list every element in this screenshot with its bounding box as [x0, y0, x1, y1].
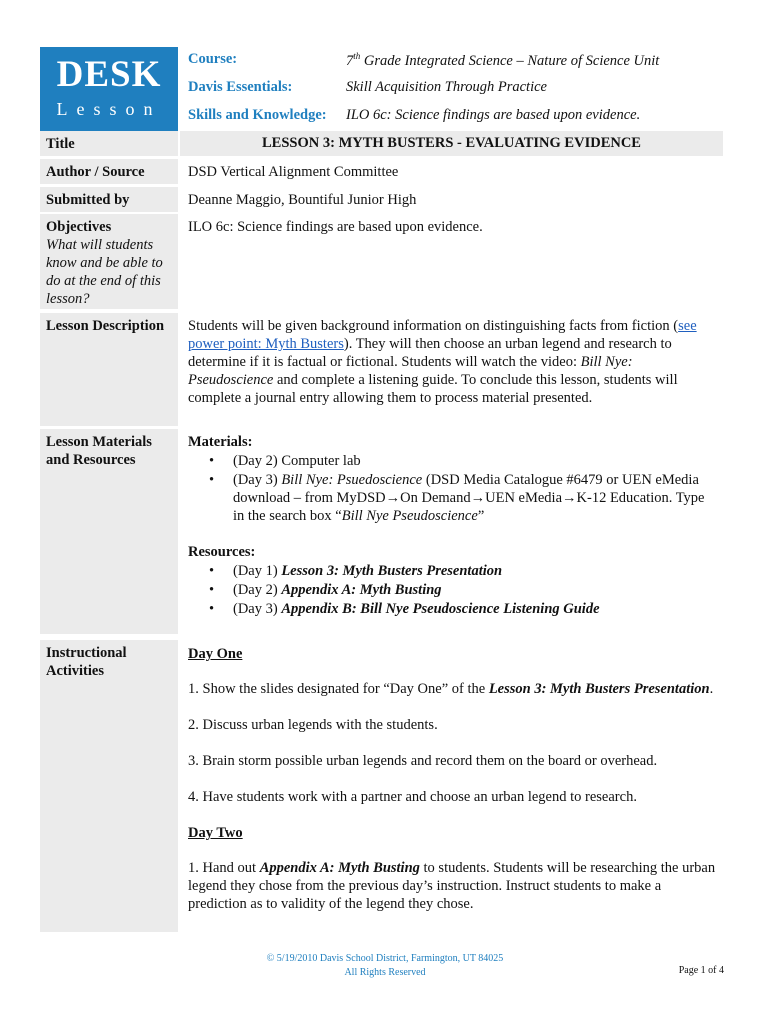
essentials-value: Skill Acquisition Through Practice	[346, 79, 547, 95]
step-5: 1. Hand out Appendix A: Myth Busting to students. Students will be researching the urban legend they chose from the previous day’s instruction. Instruct students to make a prediction as to validity of the legend they chose.	[188, 860, 716, 912]
resource-item-3: • (Day 3) Appendix B: Bill Nye Pseudoscience Listening Guide	[209, 601, 600, 617]
step-1: 1. Show the slides designated for “Day One” of the Lesson 3: Myth Busters Presentation.	[188, 681, 714, 697]
day-one-heading: Day One	[188, 646, 243, 662]
page-number: Page 1 of 4	[678, 965, 724, 976]
title-label: Title	[40, 131, 178, 156]
course-value: 7th Grade Integrated Science – Nature of Science Unit	[346, 51, 660, 69]
footer-copyright: © 5/19/2010 Davis School District, Farmington, UT 84025 All Rights Reserved	[266, 953, 504, 978]
logo-lesson-text: Lesson	[56, 99, 162, 119]
day-two-heading: Day Two	[188, 825, 243, 841]
materials-item-1: • (Day 2) Computer lab	[209, 453, 361, 469]
materials-label: Lesson Materials and Resources	[40, 429, 178, 634]
essentials-label: Davis Essentials:	[188, 79, 293, 95]
step-3: 3. Brain storm possible urban legends and record them on the board or overhead.	[188, 753, 658, 769]
logo-desk-text: DESK	[56, 54, 162, 95]
skills-value: ILO 6c: Science findings are based upon evidence.	[346, 107, 641, 123]
skills-label: Skills and Knowledge:	[188, 107, 327, 123]
resources-heading: Resources:	[188, 544, 256, 560]
instructional-activities	[188, 645, 718, 913]
resource-item-2: • (Day 2) Appendix A: Myth Busting	[209, 582, 442, 598]
title-bar	[180, 131, 723, 156]
step-2: 2. Discuss urban legends with the students.	[188, 717, 438, 733]
author-label: Author / Source	[40, 159, 178, 184]
submitted-label: Submitted by	[40, 187, 178, 212]
desk-lesson-logo	[40, 47, 178, 131]
objectives-value: ILO 6c: Science findings are based upon evidence.	[188, 219, 483, 235]
lesson-description: Students will be given background information on distinguishing facts from fiction (see power point: Myth Busters). They will then choose an urban legend and research to determine if it is factual or fictional. Students will watch the video: Bill Nye: Pseudoscience and complete a listening guide. To conclude this lesson, students will complete a journal entry allowing them to process material presented.	[188, 318, 697, 406]
author-value: DSD Vertical Alignment Committee	[188, 164, 399, 180]
submitted-value: Deanne Maggio, Bountiful Junior High	[188, 192, 417, 208]
objectives-subtext: What will students know and be able to do at the end of this lesson?	[46, 237, 163, 307]
power-point-link[interactable]: see power point: Myth Busters	[188, 318, 697, 352]
materials-heading: Materials:	[188, 434, 253, 450]
objectives-label: Objectives What will students know and be able to do at the end of this lesson?	[40, 214, 178, 309]
materials-item-2: • (Day 3) Bill Nye: Psuedoscience (DSD Media Catalogue #6479 or UEN eMedia download – from MyDSD→On Demand→UEN eMedia→K-12 Education. Type in the search box “Bill Nye Pseudoscience”	[209, 472, 705, 524]
course-label: Course:	[188, 51, 238, 67]
lesson-title: LESSON 3: MYTH BUSTERS - EVALUATING EVIDENCE	[262, 135, 641, 151]
instructional-label: Instructional Activities	[40, 640, 178, 932]
description-label: Lesson Description	[40, 313, 178, 426]
materials-section	[188, 433, 718, 618]
step-4: 4. Have students work with a partner and choose an urban legend to research.	[188, 789, 637, 805]
resource-item-1: • (Day 1) Lesson 3: Myth Busters Presentation	[209, 563, 503, 579]
